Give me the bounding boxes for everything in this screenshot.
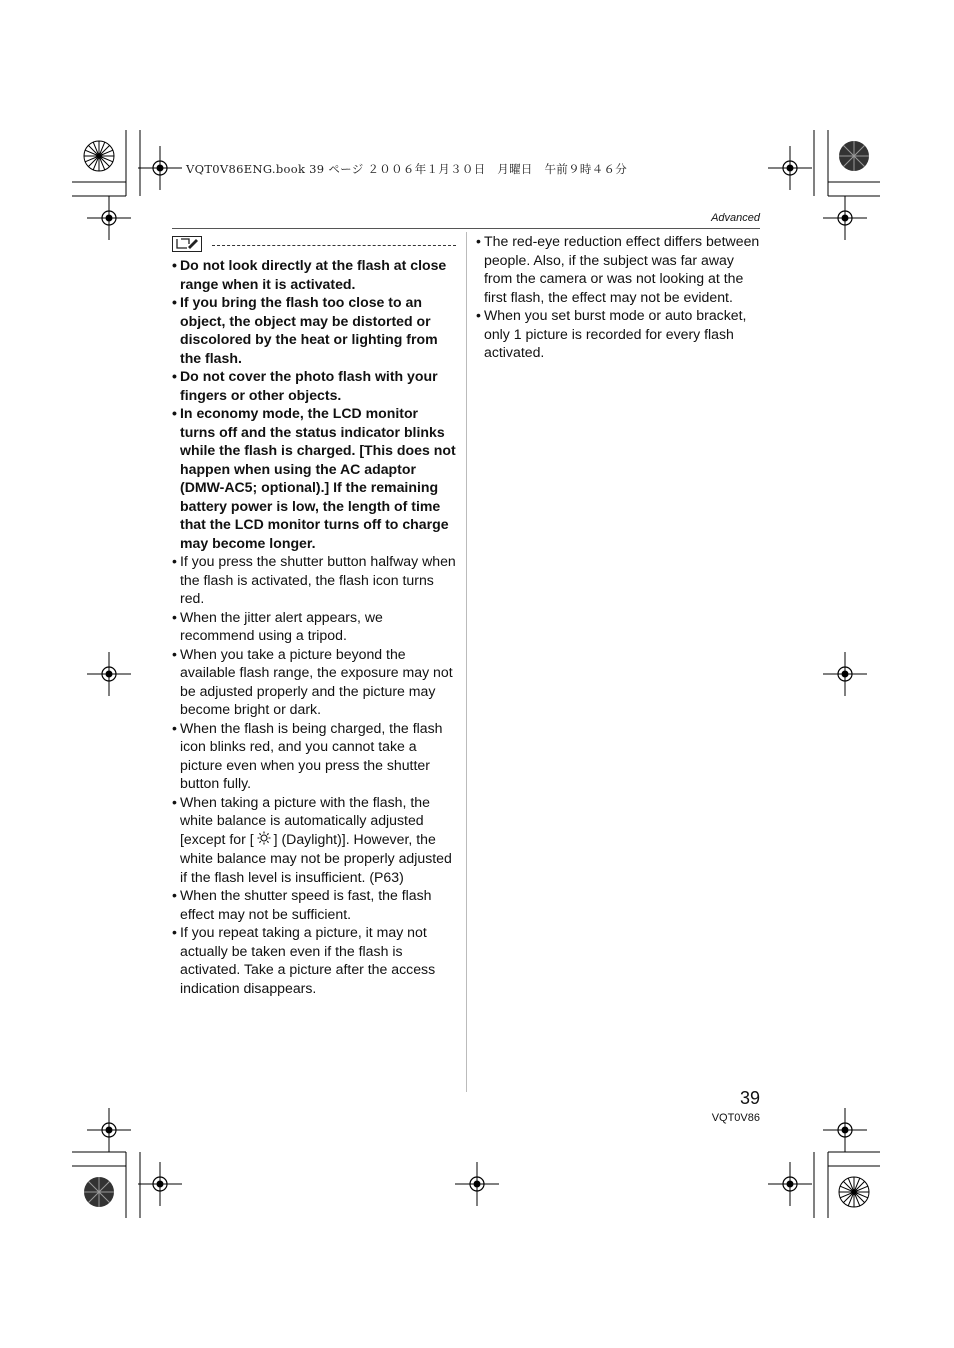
section-label: Advanced [711, 212, 760, 224]
note-item: • Do not cover the photo flash with your fingers or other objects. [172, 367, 456, 404]
file-info-header: VQT0V86ENG.book 39 ページ ２００６年１月３０日 月曜日 午前９時４６分 [186, 162, 628, 176]
note-item: • When the jitter alert appears, we recommend using a tripod. [172, 608, 456, 645]
model-code: VQT0V86 [711, 1112, 760, 1124]
page-number: 39 [739, 1088, 760, 1108]
right-notes-list [476, 232, 760, 362]
right-column [476, 232, 760, 362]
note-item: • If you repeat taking a picture, it may not actually be taken even if the flash is activated. Take a picture after the access indication disappears. [172, 923, 456, 997]
note-dashed-rule [212, 245, 456, 246]
sun-icon [257, 831, 271, 850]
left-notes-list [172, 256, 456, 997]
header-rule [172, 228, 760, 229]
note-text: When taking a picture with the flash, the white balance is automatically adjusted [except for [ [180, 793, 430, 847]
note-item: • If you bring the flash too close to an object, the object may be distorted or discolored by the heat or lighting from the flash. [172, 293, 456, 367]
note-text: ] (Daylight)]. However, the white balance may not be properly adjusted if the flash level is insufficient. (P63) [180, 830, 452, 885]
note-item: • If you press the shutter button halfway when the flash is activated, the flash icon turns red. [172, 552, 456, 608]
note-item: • The red-eye reduction effect differs between people. Also, if the subject was far away from the camera or was not looking at the first flash, the effect may not be evident. [476, 232, 760, 306]
note-item: • When you set burst mode or auto bracket, only 1 picture is recorded for every flash activated. [476, 306, 760, 362]
note-item: • Do not look directly at the flash at close range when it is activated. [172, 256, 456, 293]
note-item: • When the shutter speed is fast, the flash effect may not be sufficient. [172, 886, 456, 923]
left-column [172, 256, 456, 997]
note-item-daylight [172, 793, 456, 887]
note-item: • When you take a picture beyond the available flash range, the exposure may not be adjusted properly and the picture may become bright or dark. [172, 645, 456, 719]
column-divider [466, 232, 467, 1092]
note-item: • In economy mode, the LCD monitor turns off and the status indicator blinks while the flash is charged. [This does not happen when using the AC adaptor (DMW-AC5; optional).] If the remaining battery power is low, the length of time that the LCD monitor turns off to charge may become longer. [172, 404, 456, 552]
note-header [172, 236, 456, 254]
note-item: • When the flash is being charged, the flash icon blinks red, and you cannot take a picture even when you press the shutter button fully. [172, 719, 456, 793]
note-pencil-icon [172, 236, 202, 252]
